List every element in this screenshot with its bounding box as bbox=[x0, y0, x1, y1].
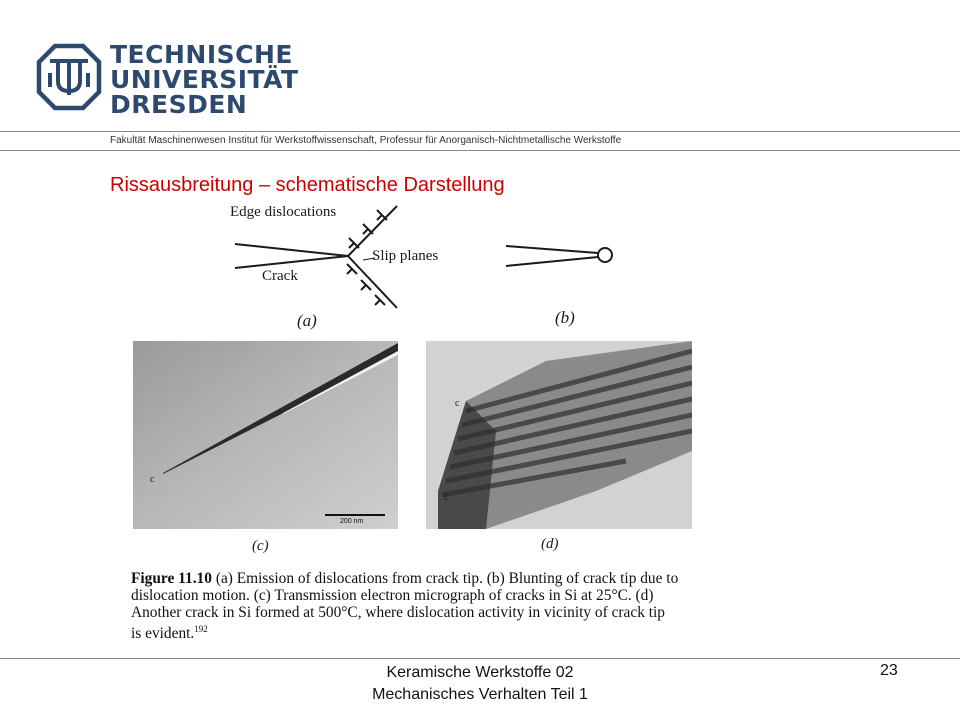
figure-caption-line-4: is evident.$^{192}$ bbox=[131, 624, 208, 643]
logo-line-1: TECHNISCHE bbox=[110, 40, 293, 69]
figure-caption-line-3: Another crack in Si formed at 500°C, where dislocation activity in vicinity of crack tip bbox=[131, 604, 665, 621]
university-logo-text bbox=[110, 42, 299, 117]
figure-caption-line-2: dislocation motion. (c) Transmission electron micrograph of cracks in Si at 25°C. (d) bbox=[131, 587, 654, 604]
label-crack: Crack bbox=[262, 268, 298, 284]
panel-b-schematic bbox=[500, 238, 620, 272]
panel-d-micrograph bbox=[426, 341, 692, 529]
label-edge-dislocations: Edge dislocations bbox=[230, 204, 337, 220]
panel-c-tag: (c) bbox=[252, 538, 269, 554]
panel-d-marker-2: c bbox=[444, 492, 449, 503]
footer-rule bbox=[0, 658, 960, 659]
label-slip-planes: Slip planes bbox=[372, 248, 439, 264]
footer-topic: Mechanisches Verhalten Teil 1 bbox=[372, 686, 588, 703]
panel-b-tag: (b) bbox=[555, 308, 575, 327]
slide-title: Rissausbreitung – schematische Darstellung bbox=[110, 174, 505, 196]
panel-d-tag: (d) bbox=[541, 536, 559, 552]
logo-line-3: DRESDEN bbox=[110, 90, 248, 119]
figure-caption-line-1: Figure 11.10 (a) Emission of dislocations from crack tip. (b) Blunting of crack tip due to bbox=[131, 570, 679, 587]
panel-a-tag: (a) bbox=[297, 311, 317, 330]
panel-c-scale-bar-label: 200 nm bbox=[340, 518, 364, 525]
header-rule-bottom bbox=[0, 150, 960, 151]
header-rule-top bbox=[0, 131, 960, 132]
tu-dresden-logo-icon bbox=[36, 43, 102, 111]
page-number: 23 bbox=[880, 662, 898, 679]
panel-d-marker-1: c bbox=[455, 398, 460, 409]
panel-c-marker: c bbox=[150, 474, 155, 485]
figure-caption-label: Figure 11.10 bbox=[131, 570, 212, 587]
logo-line-2: UNIVERSITÄT bbox=[110, 65, 299, 94]
panel-c-micrograph bbox=[133, 341, 398, 529]
faculty-line: Fakultät Maschinenwesen Institut für Werkstoffwissenschaft, Professur für Anorganisch-Nichtmetallische Werkstoffe bbox=[110, 135, 622, 146]
figure-caption-ref: 192 bbox=[194, 624, 208, 634]
footer-text bbox=[250, 662, 710, 706]
footer-course: Keramische Werkstoffe 02 bbox=[386, 664, 574, 681]
